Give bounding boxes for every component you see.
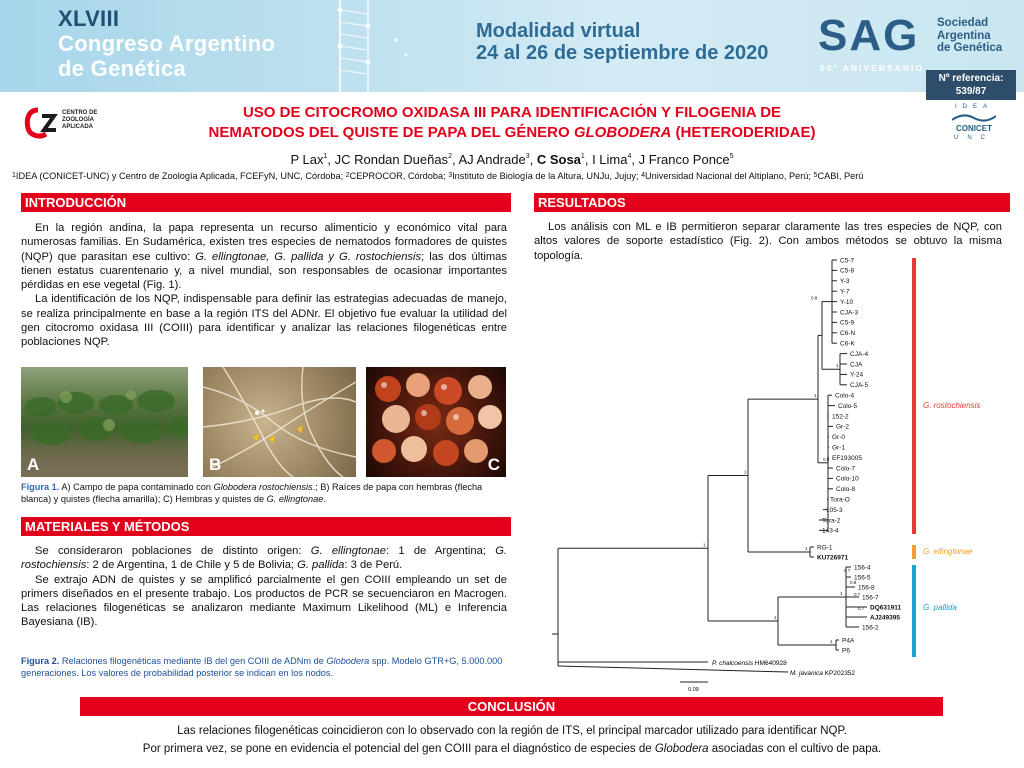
tree-tip-label: C5-9 (840, 319, 855, 327)
figure1-caption: Figura 1. A) Campo de papa contaminado con Globodera rostochiensis.; B) Raíces de papa con hembras (flecha blanca) y quistes (flecha amarilla); C) Hembras y quistes de G. ellingtonae. (21, 482, 483, 504)
congress-name-line1: Congreso Argentino (58, 31, 276, 56)
conclusion-line2: Por primera vez, se pone en evidencia el potencial del gen COIII para el diagnóstico de especies de Globodera asociadas con el cultivo de papa. (142, 743, 882, 755)
tree-tip-label: KU726971 (817, 554, 849, 562)
support-value: 0.7 (844, 568, 851, 573)
affiliations: $^1$IDEA (CONICET-UNC) y Centro de Zoología Aplicada, FCEFyN, UNC, Córdoba; $^2$CEPROCOR, Córdoba; $^3$Instituto de Biología de la Altura, UNJu, Jujuy; $^4$Universidad Nacional del Altiplano, Perú; $^5$CABI, Perú (12, 171, 864, 181)
tree-tip-label: 156-4 (854, 564, 871, 572)
methods-paragraph-2: Se extrajo ADN de quistes y se amplificó parcialmente el gen COIII empleando un set de primers diseñados en el presente trabajo. Los productos de PCR se secuenciaron en Macrogen. Las relaciones filogenéticas se analizaron mediante Maximum Likelihood (ML) e Inferencia Bayesiana (IB). (21, 573, 507, 629)
reference-box (926, 70, 1016, 100)
tree-tip-label: 152-2 (832, 413, 849, 421)
clade-label-pallida: G. pallida (923, 603, 957, 612)
author: P Lax$^1$ (290, 152, 328, 167)
tree-tip-label: Colo-8 (836, 486, 856, 494)
cza-line3: APLICADA (62, 124, 93, 130)
anniversary-label: 50° ANIVERSARIO (820, 63, 924, 73)
tree-tip-label: CJA (850, 361, 863, 369)
intro-heading: INTRODUCCIÓN (21, 193, 511, 212)
tree-tip-label: Gr-1 (832, 444, 845, 452)
poster-title (120, 103, 904, 143)
tree-tip-label: 143-4 (822, 527, 839, 535)
support-value: 0.8 (850, 580, 857, 585)
tree-tip-label: Tora-2 (822, 517, 841, 525)
idea-conicet-unc-logo (944, 104, 1004, 152)
photo-label-b: B (209, 455, 222, 474)
roots-image (203, 367, 356, 477)
cza-line1: CENTRO DE (62, 110, 98, 116)
tree-tip-label: CJA-4 (850, 350, 869, 358)
tree-tip-label: Y-24 (850, 371, 864, 379)
clade-bar-pallida (912, 565, 916, 657)
title-line1: USO DE CITOCROMO OXIDASA III PARA IDENTIFICACIÓN Y FILOGENIA DE (242, 104, 782, 121)
figure2-caption: Figura 2. Relaciones filogenéticas mediante IB del gen COIII de ADNm de Globodera spp. Modelo GTR+G, 5.000.000 generaciones. Los valores de probabilidad posterior se indican en los nodos. (21, 656, 503, 678)
tree-tip-label: Y-7 (840, 288, 850, 296)
intro-paragraph-2: La identificación de los NQP, indispensable para definir las estrategias adecuadas de manejo, se realiza principalmente en base a la región ITS del ADNr. El objetivo fue evaluar la utilidad del gen citocromo oxidasa III (COIII) para identificar y analizar las relaciones filogenéticas entre poblaciones NQP. (21, 293, 507, 349)
author: I Lima$^4$ (592, 152, 632, 167)
congress-number: XLVIII (58, 6, 120, 31)
author: JC Rondan Dueñas$^2$ (334, 152, 452, 167)
cysts-image (366, 367, 506, 477)
congress-name-line2: de Genética (58, 56, 187, 81)
tree-tip-label: C6-K (840, 340, 855, 348)
support-value: 1 (830, 639, 833, 644)
tree-tip-label: Gr-2 (836, 423, 849, 431)
tree-tip-label: P6 (842, 647, 850, 655)
intro-paragraph-1: En la región andina, la papa representa un recurso alimenticio y económico vital para numerosas familias. En Sudamérica, existen tres especies de nematodos formadores de quistes (NQP) que parasitan ese cultivo: G. ellingtonae, G. pallida y G. rostochiensis; las dos últimas tienen estatus cuarentenario y, a nivel mundial, son responsables de ocasionar importantes pérdidas en ese vegetal (Fig. 1). (21, 222, 507, 292)
photo-label-c: C (487, 455, 500, 474)
reference-label: Nº referencia: (938, 73, 1004, 84)
tree-tip-label: Gr-0 (832, 434, 845, 442)
intro-text (21, 221, 507, 350)
support-value: 1 (814, 393, 817, 399)
conicet-text: CONICET (956, 124, 992, 133)
title-line2-b: (HETERODERIDAE) (671, 124, 816, 141)
support-value: 1 (774, 615, 777, 620)
tree-tip-label: EF193005 (832, 454, 862, 462)
tree-tip-label: CJA-3 (840, 309, 859, 317)
sag-name-line2: Argentina (937, 29, 991, 42)
tree-tip-label: AJ249395 (870, 614, 900, 622)
outgroup-1-label: P. chalcoensis HM640928 (712, 660, 787, 667)
conclusion-line1: Las relaciones filogenéticas coincidieron con lo observado con la región de ITS, el principal marcador utilizado para identificar NQP. (177, 725, 847, 737)
sag-name-line3: de Genética (937, 42, 1003, 54)
outgroup-2-label: M. javanica KP202352 (790, 670, 856, 677)
tree-tip-label: Colo-7 (836, 465, 856, 473)
dna-helix-graphic (310, 0, 420, 92)
reference-number: 539/87 (955, 86, 987, 97)
methods-heading: MATERIALES Y MÉTODOS (21, 517, 511, 536)
tree-tip-label: CJA-5 (850, 382, 869, 390)
cza-logo-mark (24, 106, 62, 140)
support-value: 1 (836, 363, 839, 369)
authors-line: P Lax$^1$, JC Rondan Dueñas$^2$, AJ Andrade$^3$, C Sosa$^1$, I Lima$^4$, J Franco Ponce$^5$ (290, 152, 734, 167)
clade-bar-ellingtonae (912, 545, 916, 559)
tree-tip-label: C5-8 (840, 267, 855, 275)
unc-text: UNC (954, 135, 994, 141)
tree-tip-label: Y-3 (840, 278, 850, 286)
event-modality: Modalidad virtual (476, 20, 641, 42)
results-paragraph: Los análisis con ML e IB permitieron separar claramente las tres especies de NQP, con altos valores de soporte estadístico (Fig. 2). Con ambos métodos se obtuvo la misma topología. (534, 221, 1002, 262)
tree-tip-label: 156-5 (854, 574, 871, 582)
scale-bar-label: 0.09 (688, 687, 699, 693)
idea-text: IDEA (954, 104, 993, 110)
tree-tip-label: 156-7 (862, 594, 879, 602)
tree-tip-label: C6-N (840, 330, 856, 338)
tree-tip-label: 156-2 (862, 624, 879, 632)
sag-name-line1: Sociedad (937, 17, 989, 29)
cza-logo (24, 106, 124, 140)
photo-cysts (366, 367, 506, 477)
support-value: 1 (805, 546, 808, 551)
photo-potato-field (21, 367, 188, 477)
tree-tip-label: RG-1 (817, 544, 833, 552)
clade-label-rostochiensis: G. rostochiensis (923, 401, 981, 410)
tree-tip-label: Tora-O (830, 496, 850, 504)
author: AJ Andrade$^3$ (458, 152, 530, 167)
conclusion-text (0, 722, 1024, 758)
title-line2-a: NEMATODOS DEL QUISTE DE PAPA DEL GÉNERO (208, 124, 574, 141)
methods-paragraph-1: Se consideraron poblaciones de distinto origen: G. ellingtonae: 1 de Argentina; G. rostochiensis: 2 de Argentina, 1 de Chile y 5 de Bolivia; G. pallida: 3 de Perú. (21, 545, 507, 572)
phylogenetic-tree (540, 254, 1020, 694)
support-value: 1 (703, 542, 706, 548)
event-info (476, 20, 768, 64)
results-heading: RESULTADOS (534, 193, 1010, 212)
cza-line2: ZOOLOGÍA (62, 117, 94, 123)
clade-label-ellingtonae: G. ellingtonae (923, 547, 973, 556)
support-value: 0.5 (823, 456, 830, 462)
author: J Franco Ponce$^5$ (638, 152, 734, 167)
sag-logo-text (937, 17, 1002, 55)
tree-tip-label: 156-8 (858, 584, 875, 592)
potato-field-image (21, 367, 188, 477)
tree-tip-label: C5-7 (840, 257, 855, 265)
wave-icon (952, 112, 996, 124)
sag-logo: SAG (818, 11, 920, 60)
author-presenting: C Sosa$^1$ (536, 152, 585, 167)
title-genus: GLOBODERA (573, 124, 672, 141)
title-line2 (120, 123, 904, 143)
tree-tip-label: P4A (842, 637, 855, 645)
clade-bar-rostochiensis (912, 258, 916, 534)
support-value: 0.8 (811, 295, 818, 301)
event-dates: 24 al 26 de septiembre de 2020 (476, 42, 769, 64)
conclusion-heading: CONCLUSIÓN (80, 697, 943, 716)
tree-tip-label: DQ631911 (870, 604, 902, 612)
methods-text (21, 544, 507, 630)
support-value: 1 (840, 591, 843, 596)
tree-tip-label: Y-10 (840, 298, 854, 306)
photo-roots (203, 367, 356, 477)
congress-title (58, 6, 275, 81)
tree-tip-label: Colo-5 (838, 402, 858, 410)
photo-label-a: A (27, 455, 40, 474)
tree-tip-label: Colo-10 (836, 475, 859, 483)
support-value: 0.7 (858, 606, 865, 611)
header-banner (0, 0, 1024, 92)
tree-tip-label: Colo-4 (835, 392, 855, 400)
cza-logo-text (62, 110, 97, 131)
tree-tip-label: 105-3 (826, 506, 843, 514)
support-value: 0.7 (854, 592, 861, 597)
support-value: 1 (744, 469, 747, 475)
